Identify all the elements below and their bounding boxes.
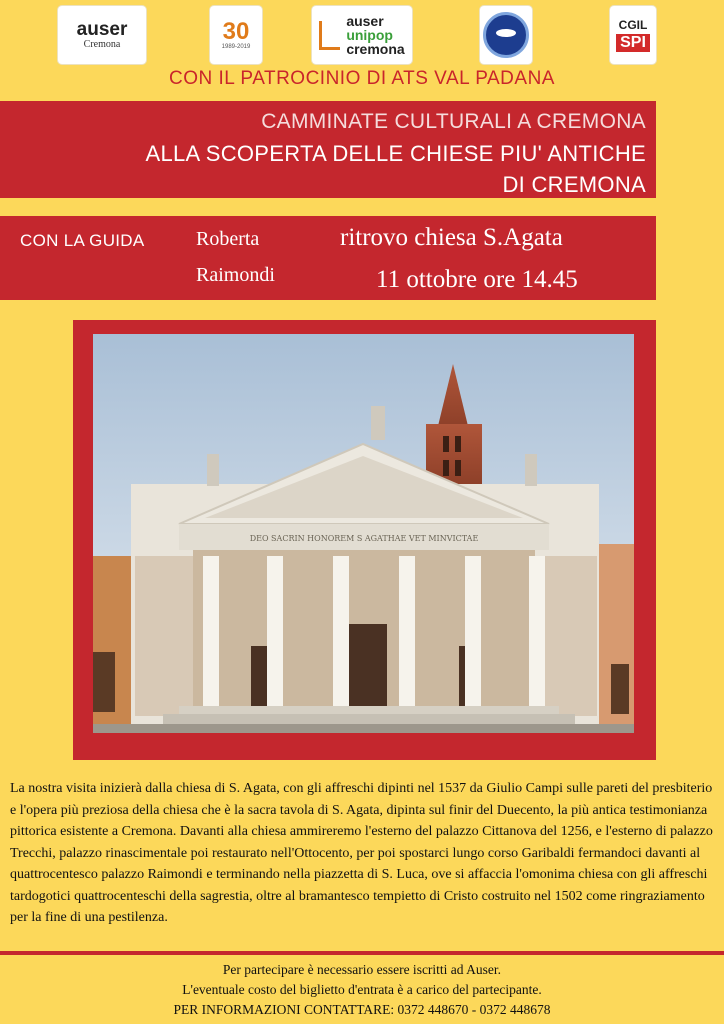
cgil-spi-logo [610, 6, 656, 64]
university-logo [480, 6, 532, 64]
title-band [0, 101, 656, 198]
footer-line2: L'eventuale costo del biglietto d'entrata è a carico del partecipante. [182, 982, 542, 997]
church-photo [93, 334, 634, 733]
footer-contacts: PER INFORMAZIONI CONTATTARE: 0372 448670 - 0372 448678 [173, 1002, 551, 1017]
anniversary-logo [210, 6, 262, 64]
anniversary-years: 1989-2019 [221, 44, 251, 50]
guide-label: CON LA GUIDA [20, 231, 145, 250]
event-band [0, 216, 656, 300]
cgil-text: CGIL [618, 18, 648, 32]
university-seal-icon [483, 12, 529, 58]
title-line2: DI CREMONA [502, 172, 646, 197]
event-description: La nostra visita inizierà dalla chiesa di S. Agata, con gli affreschi dipinti nel 1537 da Giulio Campi sulle pareti del presbiterio e l'opera più preziosa della chiesa che è la sacra tavola di S. Agata, dipinta sul finir del Duecento, la più antica testimonianza pittorica esistente a Cremona. Davanti alla chiesa ammireremo l'esterno del palazzo Cittanova del 1256, e l'esterno di palazzo Trecchi, palazzo rinascimentale poi restaurato nell'Ottocento, per poi spostarci lungo corso Garibaldi fermandoci davanti al quattrocentesco palazzo Raimondi e terminando nella piazzetta di S. Luca, ove si affaccia l'omonima chiesa con gli affreschi tardogotici quattrocenteschi della sagrestia, oltre al bramantesco tempietto di Cristo costruito nel 1502 come ringraziamento per la fine di una pestilenza. [10, 781, 713, 925]
meeting-point: ritrovo chiesa S.Agata [340, 224, 563, 251]
auser-cremona-logo [58, 6, 146, 64]
title-line1: ALLA SCOPERTA DELLE CHIESE PIU' ANTICHE [145, 141, 646, 166]
event-date-time: 11 ottobre ore 14.45 [376, 266, 578, 293]
auser-unipop-logo [312, 6, 412, 64]
footer [0, 960, 724, 1020]
facade-inscription: DEO SACRIN HONOREM S AGATHAE VET MINVICTAE [249, 534, 479, 543]
auser-logo-text: auser [76, 18, 128, 40]
unipop-line3: cremona [346, 41, 405, 57]
spi-text: SPI [616, 34, 650, 52]
footer-line1: Per partecipare è necessario essere iscritti ad Auser. [222, 962, 502, 977]
anniversary-number: 30 [222, 18, 250, 45]
subtitle: CAMMINATE CULTURALI A CREMONA [261, 110, 646, 133]
photo-frame [73, 320, 656, 760]
auser-logo-city: Cremona [83, 38, 121, 50]
unipop-mark-icon [319, 21, 340, 50]
guide-first-name: Roberta [196, 228, 260, 250]
unipop-line2: unipop [346, 27, 393, 43]
unipop-line1: auser [346, 13, 384, 29]
patronage-line: CON IL PATROCINIO DI ATS VAL PADANA [169, 68, 555, 89]
guide-last-name: Raimondi [196, 264, 275, 286]
footer-divider [0, 951, 724, 955]
